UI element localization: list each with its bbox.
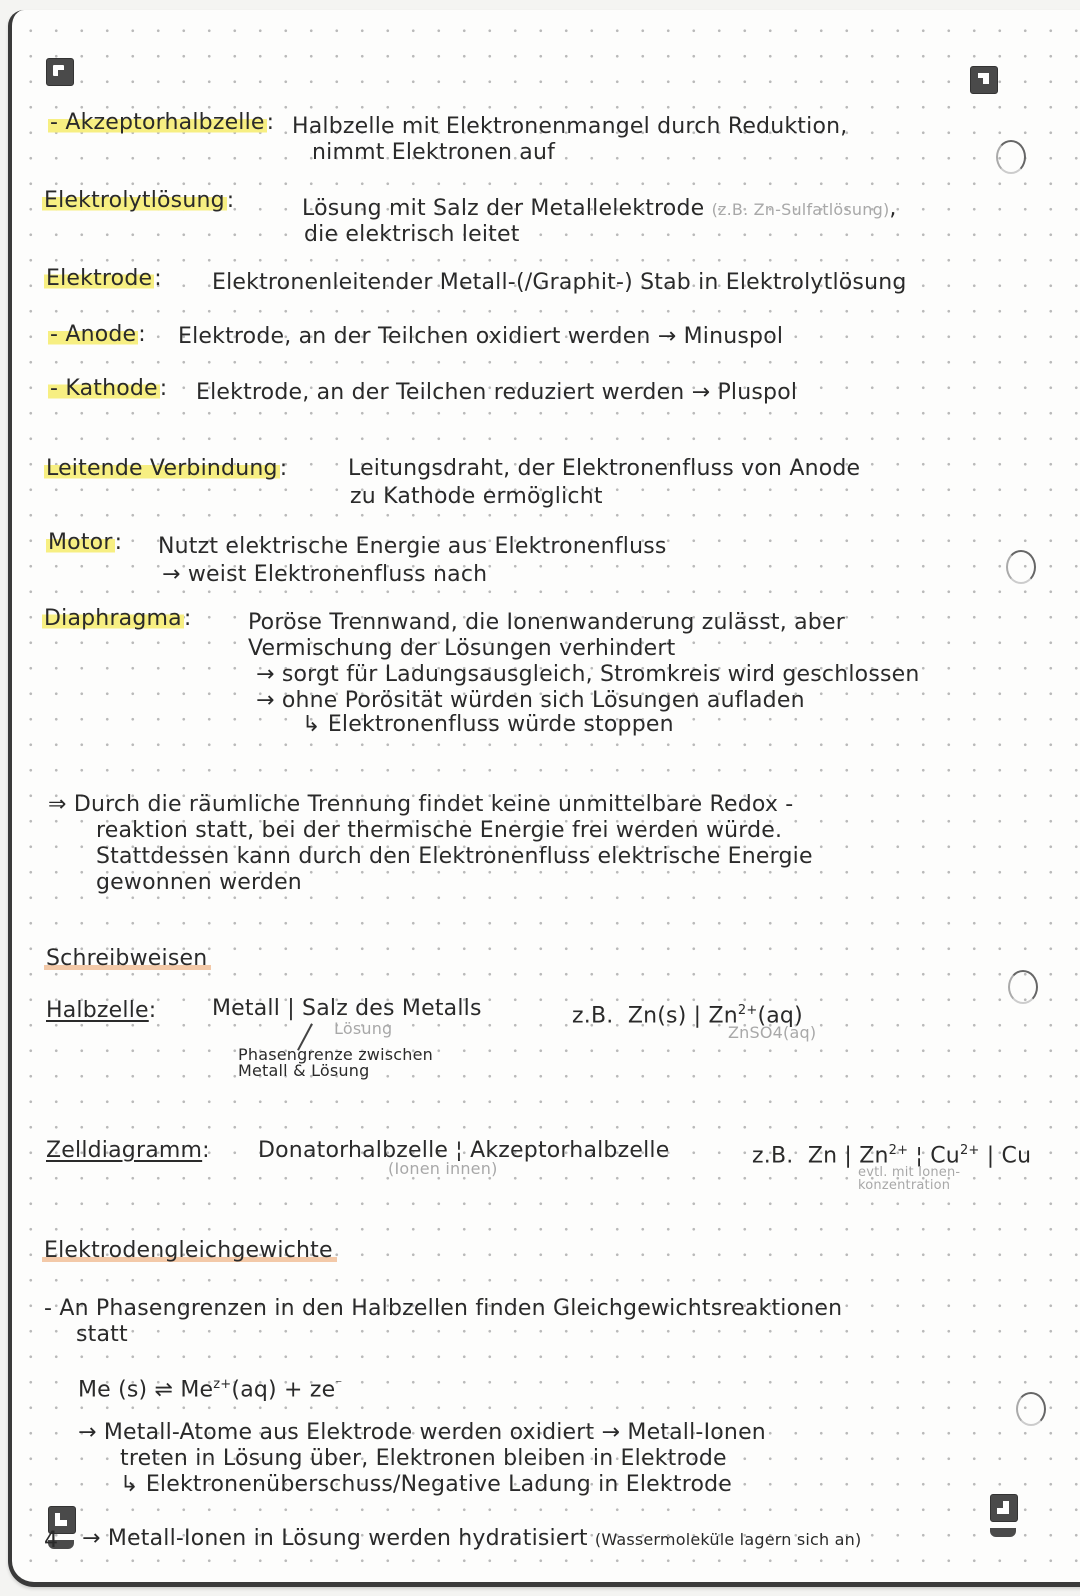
point-line: ↳ Elektronenüberschuss/Negative Ladung in Elektrode xyxy=(120,1472,733,1497)
zelldiagramm-formula-note: (Ionen innen) xyxy=(388,1159,498,1178)
definition-kathode: - Kathode: xyxy=(50,376,168,401)
halbzelle-example-note: ZnSO4(aq) xyxy=(728,1023,817,1042)
corner-marker-bottom-right-icon xyxy=(990,1494,1018,1522)
phase-note: Metall & Lösung xyxy=(238,1061,370,1080)
halbzelle-formula-note: Lösung xyxy=(334,1019,393,1038)
conclusion-line: reaktion statt, bei der thermische Energie frei werden würde. xyxy=(96,818,783,843)
halbzelle-row: Halbzelle: xyxy=(46,998,157,1023)
definition-text: Leitungsdraht, der Elektronenfluss von Anode xyxy=(348,456,861,481)
zelldiagramm-formula: Donatorhalbzelle ¦ Akzeptorhalbzelle xyxy=(258,1138,670,1163)
binder-ring-icon xyxy=(996,140,1026,174)
point-line: → Metall-Ionen in Lösung werden hydratisiert (Wassermoleküle lagern sich an) xyxy=(82,1526,862,1551)
section-heading-elektrodengleichgewichte: Elektrodengleichgewichte xyxy=(42,1238,337,1264)
notebook-page xyxy=(8,10,1080,1587)
definition-text: Poröse Trennwand, die Ionenwanderung zulässt, aber xyxy=(248,610,845,635)
conclusion-line: Stattdessen kann durch den Elektronenfluss elektrische Energie xyxy=(96,844,813,869)
equilibrium-equation: Me (s) ⇌ $Me^{z+}(aq) + ze^{^-}$ xyxy=(78,1377,343,1403)
definition-motor: Motor: xyxy=(48,530,123,555)
zelldiagramm-example-note: konzentration xyxy=(858,1178,951,1193)
definition-text: → sorgt für Ladungsausgleich, Stromkreis wird geschlossen xyxy=(256,662,920,687)
definition-text: Elektrode, an der Teilchen oxidiert werden → Minuspol xyxy=(178,324,784,349)
corner-marker-top-right-icon xyxy=(970,66,998,94)
term: Elektrode xyxy=(46,266,153,291)
section-heading-schreibweisen: Schreibweisen xyxy=(44,946,211,972)
label: Halbzelle xyxy=(46,998,149,1023)
note: (Wassermoleküle lagern sich an) xyxy=(594,1530,862,1549)
term: Leitende Verbindung xyxy=(46,456,278,481)
definition-text: → weist Elektronenfluss nach xyxy=(162,562,488,587)
definition-text: Elektrode, an der Teilchen reduziert werden → Pluspol xyxy=(196,380,798,405)
definition-text: Vermischung der Lösungen verhindert xyxy=(248,636,676,661)
conclusion-line: gewonnen werden xyxy=(96,870,302,895)
definition-text: → ohne Porösität würden sich Lösungen aufladen xyxy=(256,688,805,713)
point-line: → Metall-Atome aus Elektrode werden oxidiert → Metall-Ionen xyxy=(78,1420,766,1445)
zelldiagramm-example: z.B. Zn | $Zn^{2+}$ ¦ $Cu^{2+}$ | Cu xyxy=(752,1143,1032,1169)
corner-marker-top-left-icon xyxy=(46,58,74,86)
definition-text: zu Kathode ermöglicht xyxy=(350,484,603,509)
label: Zelldiagramm xyxy=(46,1138,203,1163)
phase-note: Phasengrenze zwischen xyxy=(238,1045,433,1064)
definition-akzeptorhalbzelle: - Akzeptorhalbzelle: xyxy=(50,110,275,135)
definition-anode: - Anode: xyxy=(50,322,146,347)
intro-line: statt xyxy=(76,1322,128,1347)
definition-text: ↳ Elektronenfluss würde stoppen xyxy=(302,712,674,737)
term: Diaphragma xyxy=(44,606,182,631)
definition-text: Halbzelle mit Elektronenmangel durch Reduktion, xyxy=(292,114,848,139)
zelldiagramm-row: Zelldiagramm: xyxy=(46,1138,210,1163)
note: (z.B. Zn-Sulfatlösung) xyxy=(711,200,890,219)
definition-elektrolytloesung: Elektrolytlösung: xyxy=(44,188,235,213)
term: Motor xyxy=(48,530,113,555)
zelldiagramm-example-note: evtl. mit Ionen- xyxy=(858,1165,961,1180)
definition-text: Nutzt elektrische Energie aus Elektronenfluss xyxy=(158,534,667,559)
term: - Anode xyxy=(50,322,137,347)
binder-ring-icon xyxy=(1016,1392,1046,1426)
definition-elektrode: Elektrode: xyxy=(46,266,162,291)
halbzelle-example: z.B. Zn(s) | $Zn^{2+}(aq)$ xyxy=(572,1003,803,1029)
binder-ring-icon xyxy=(1006,550,1036,584)
definition-leitende-verbindung: Leitende Verbindung: xyxy=(46,456,288,481)
intro-line: - An Phasengrenzen in den Halbzellen finden Gleichgewichtsreaktionen xyxy=(44,1296,843,1321)
term: Elektrolytlösung xyxy=(44,188,225,213)
conclusion-line: ⇒ Durch die räumliche Trennung findet keine unmittelbare Redox - xyxy=(48,792,794,817)
definition-text: nimmt Elektronen auf xyxy=(312,140,556,165)
point-line: treten in Lösung über, Elektronen bleiben in Elektrode xyxy=(120,1446,727,1471)
definition-text: Lösung mit Salz der Metallelektrode (z.B. Zn-Sulfatlösung), xyxy=(302,196,897,221)
term: - Akzeptorhalbzelle xyxy=(50,110,265,135)
halbzelle-formula: Metall | Salz des Metalls xyxy=(212,996,482,1021)
term: - Kathode xyxy=(50,376,158,401)
bar-marker-icon xyxy=(990,1528,1016,1537)
binder-ring-icon xyxy=(1008,970,1038,1004)
page-number: 4 xyxy=(44,1528,58,1553)
definition-text: die elektrisch leitet xyxy=(304,222,520,247)
definition-diaphragma: Diaphragma: xyxy=(44,606,192,631)
definition-text: Elektronenleitender Metall-(/Graphit-) Stab in Elektrolytlösung xyxy=(212,270,907,295)
